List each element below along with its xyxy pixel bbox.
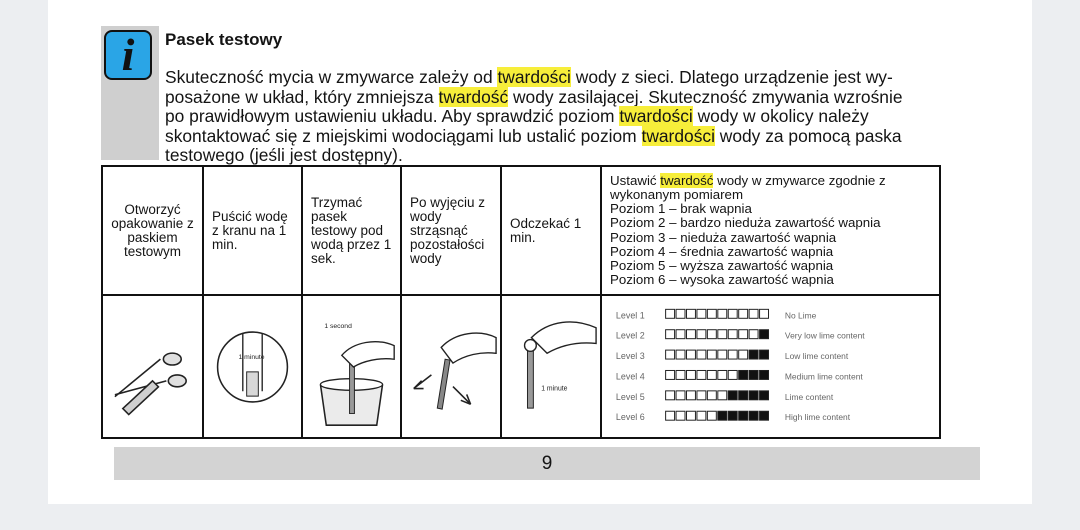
strip-square-dark bbox=[718, 411, 727, 420]
strip-square-light bbox=[718, 370, 727, 379]
info-icon: i bbox=[104, 30, 152, 80]
step-6-intro-before: Ustawić bbox=[610, 172, 661, 188]
strip-square-dark bbox=[760, 390, 769, 399]
step-2-cell bbox=[203, 166, 302, 295]
strip-square-light bbox=[697, 411, 706, 420]
strip-square-light bbox=[666, 411, 675, 420]
paragraph-line bbox=[165, 88, 965, 108]
strip-square-light bbox=[718, 309, 727, 318]
wait-strip-icon bbox=[502, 297, 600, 437]
strip-square-light bbox=[707, 309, 716, 318]
strip-level-description: Low lime content bbox=[784, 350, 849, 361]
steps-table bbox=[101, 165, 941, 439]
strip-square-dark bbox=[749, 350, 758, 359]
strip-square-light bbox=[666, 370, 675, 379]
paragraph-text: wody za pomocą paska bbox=[714, 125, 902, 146]
strip-level-label: Level 1 bbox=[615, 309, 645, 320]
strip-level-description: No Lime bbox=[784, 309, 817, 320]
strip-square-light bbox=[739, 309, 748, 318]
hardness-level-item: Poziom 1 – brak wapnia bbox=[610, 201, 752, 217]
strip-square-light bbox=[676, 390, 685, 399]
strip-square-light bbox=[718, 329, 727, 338]
intro-paragraph bbox=[165, 68, 965, 166]
wait-illustration-cell bbox=[501, 295, 601, 438]
strip-square-dark bbox=[749, 390, 758, 399]
strip-level-label: Level 6 bbox=[615, 411, 645, 422]
strip-square-light bbox=[707, 350, 716, 359]
strip-square-light bbox=[739, 329, 748, 338]
paragraph-text: posażone w układ, który zmniejsza bbox=[165, 86, 439, 107]
strip-square-light bbox=[686, 370, 695, 379]
strip-square-light bbox=[739, 350, 748, 359]
strip-square-dark bbox=[739, 411, 748, 420]
strip-square-dark bbox=[739, 390, 748, 399]
strip-square-dark bbox=[760, 329, 769, 338]
shake-strip-icon bbox=[402, 297, 500, 437]
strip-square-light bbox=[697, 390, 706, 399]
glass-label: 1 second bbox=[324, 322, 352, 330]
strip-square-light bbox=[666, 350, 675, 359]
strip-level-description: High lime content bbox=[784, 411, 851, 422]
strip-square-light bbox=[666, 329, 675, 338]
hardness-level-list bbox=[610, 202, 933, 287]
strip-square-light bbox=[686, 411, 695, 420]
strip-square-light bbox=[686, 390, 695, 399]
step-6-text bbox=[602, 172, 939, 290]
paragraph-text: wody z sieci. Dlatego urządzenie jest wy- bbox=[570, 67, 893, 87]
strip-square-dark bbox=[760, 411, 769, 420]
highlighted-word: twardość bbox=[438, 86, 509, 107]
strip-square-light bbox=[728, 329, 737, 338]
strip-square-light bbox=[697, 329, 706, 338]
strip-level-label: Level 4 bbox=[615, 370, 645, 381]
strip-level-description: Very low lime content bbox=[784, 330, 865, 341]
step-5-cell bbox=[501, 166, 601, 295]
glass-icon bbox=[303, 297, 400, 437]
faucet-icon bbox=[204, 297, 301, 437]
strip-square-light bbox=[686, 329, 695, 338]
step-6-highlight: twardość bbox=[660, 172, 714, 188]
paragraph-text: wody zasilającej. Skuteczność zmywania wzrośnie bbox=[508, 86, 903, 107]
strip-square-light bbox=[666, 309, 675, 318]
strip-square-dark bbox=[749, 370, 758, 379]
paragraph-line bbox=[165, 107, 965, 127]
hardness-level-item: Poziom 4 – średnia zawartość wapnia bbox=[610, 243, 834, 259]
faucet-label: 1 minute bbox=[238, 353, 265, 361]
strip-square-light bbox=[676, 411, 685, 420]
paragraph-line bbox=[165, 127, 965, 147]
strip-square-light bbox=[728, 370, 737, 379]
strip-square-light bbox=[718, 390, 727, 399]
step-5-text: Odczekać 1 min. bbox=[510, 215, 582, 245]
page-footer bbox=[114, 447, 980, 480]
paragraph-line bbox=[165, 146, 965, 166]
strip-square-light bbox=[707, 411, 716, 420]
strip-square-light bbox=[707, 329, 716, 338]
step-3-text: Trzymać pasek testowy pod wodą przez 1 sek. bbox=[311, 194, 392, 266]
strip-square-dark bbox=[728, 390, 737, 399]
strip-square-light bbox=[718, 350, 727, 359]
strip-square-light bbox=[697, 370, 706, 379]
strip-square-light bbox=[728, 350, 737, 359]
hardness-level-item: Poziom 5 – wyższa zawartość wapnia bbox=[610, 257, 834, 273]
scissors-icon bbox=[103, 297, 202, 437]
strip-level-description: Lime content bbox=[784, 391, 834, 402]
strip-square-light bbox=[749, 329, 758, 338]
paragraph-text: testowego (jeśli jest dostępny). bbox=[165, 145, 403, 165]
shake-illustration-cell bbox=[401, 295, 501, 438]
wait-label: 1 minute bbox=[541, 385, 568, 393]
step-3-cell bbox=[302, 166, 401, 295]
strip-level-label: Level 2 bbox=[615, 330, 645, 341]
highlighted-word: twardości bbox=[641, 125, 715, 146]
strip-square-dark bbox=[728, 411, 737, 420]
strip-square-light bbox=[697, 309, 706, 318]
step-6-intro-after: wody w zmywarce zgodnie z wykonanym pomiarem bbox=[610, 172, 886, 202]
paragraph-line bbox=[165, 68, 965, 88]
page-number: 9 bbox=[541, 452, 553, 474]
step-1-text: Otworzyć opakowanie z paskiem testowym bbox=[111, 201, 194, 259]
strip-square-dark bbox=[739, 370, 748, 379]
steps-text-row bbox=[102, 166, 940, 295]
hardness-level-item: Poziom 3 – nieduża zawartość wapnia bbox=[610, 229, 837, 245]
paragraph-text: Skuteczność mycia w zmywarce zależy od bbox=[165, 67, 498, 87]
level-strips-cell bbox=[601, 295, 940, 438]
strip-level-label: Level 5 bbox=[615, 391, 645, 402]
strip-square-light bbox=[760, 309, 769, 318]
strip-square-light bbox=[728, 309, 737, 318]
hardness-strips-chart bbox=[602, 297, 939, 437]
hardness-level-item: Poziom 2 – bardzo nieduża zawartość wapnia bbox=[610, 215, 881, 231]
strip-square-light bbox=[676, 329, 685, 338]
faucet-illustration-cell bbox=[203, 295, 302, 438]
paragraph-text: skontaktować się z miejskimi wodociągami lub ustalić poziom bbox=[165, 125, 642, 146]
scissors-illustration-cell bbox=[102, 295, 203, 438]
step-2-text: Puścić wodę z kranu na 1 min. bbox=[212, 208, 288, 252]
strip-square-light bbox=[686, 350, 695, 359]
strip-square-dark bbox=[760, 370, 769, 379]
paragraph-text: wody w okolicy należy bbox=[692, 106, 869, 126]
step-6-cell bbox=[601, 166, 940, 295]
hardness-level-item: Poziom 6 – wysoka zawartość wapnia bbox=[610, 272, 834, 288]
strip-square-dark bbox=[760, 350, 769, 359]
strip-square-light bbox=[666, 390, 675, 399]
strip-square-light bbox=[686, 309, 695, 318]
strip-square-dark bbox=[749, 411, 758, 420]
strip-level-description: Medium lime content bbox=[784, 370, 863, 381]
strip-square-light bbox=[676, 350, 685, 359]
strip-square-light bbox=[707, 370, 716, 379]
paragraph-text: po prawidłowym ustawieniu układu. Aby sprawdzić poziom bbox=[165, 106, 620, 126]
step-1-cell bbox=[102, 166, 203, 295]
strip-square-light bbox=[749, 309, 758, 318]
strip-square-light bbox=[707, 390, 716, 399]
step-4-text: Po wyjęciu z wody strząsnąć pozostałości wody bbox=[410, 194, 486, 266]
strip-square-light bbox=[676, 370, 685, 379]
strip-square-light bbox=[676, 309, 685, 318]
step-4-cell bbox=[401, 166, 501, 295]
section-title: Pasek testowy bbox=[165, 30, 283, 49]
strip-square-light bbox=[697, 350, 706, 359]
strip-level-label: Level 3 bbox=[615, 350, 645, 361]
highlighted-word: twardości bbox=[497, 67, 571, 87]
highlighted-word: twardości bbox=[619, 106, 693, 126]
glass-illustration-cell bbox=[302, 295, 401, 438]
steps-picture-row bbox=[102, 295, 940, 438]
